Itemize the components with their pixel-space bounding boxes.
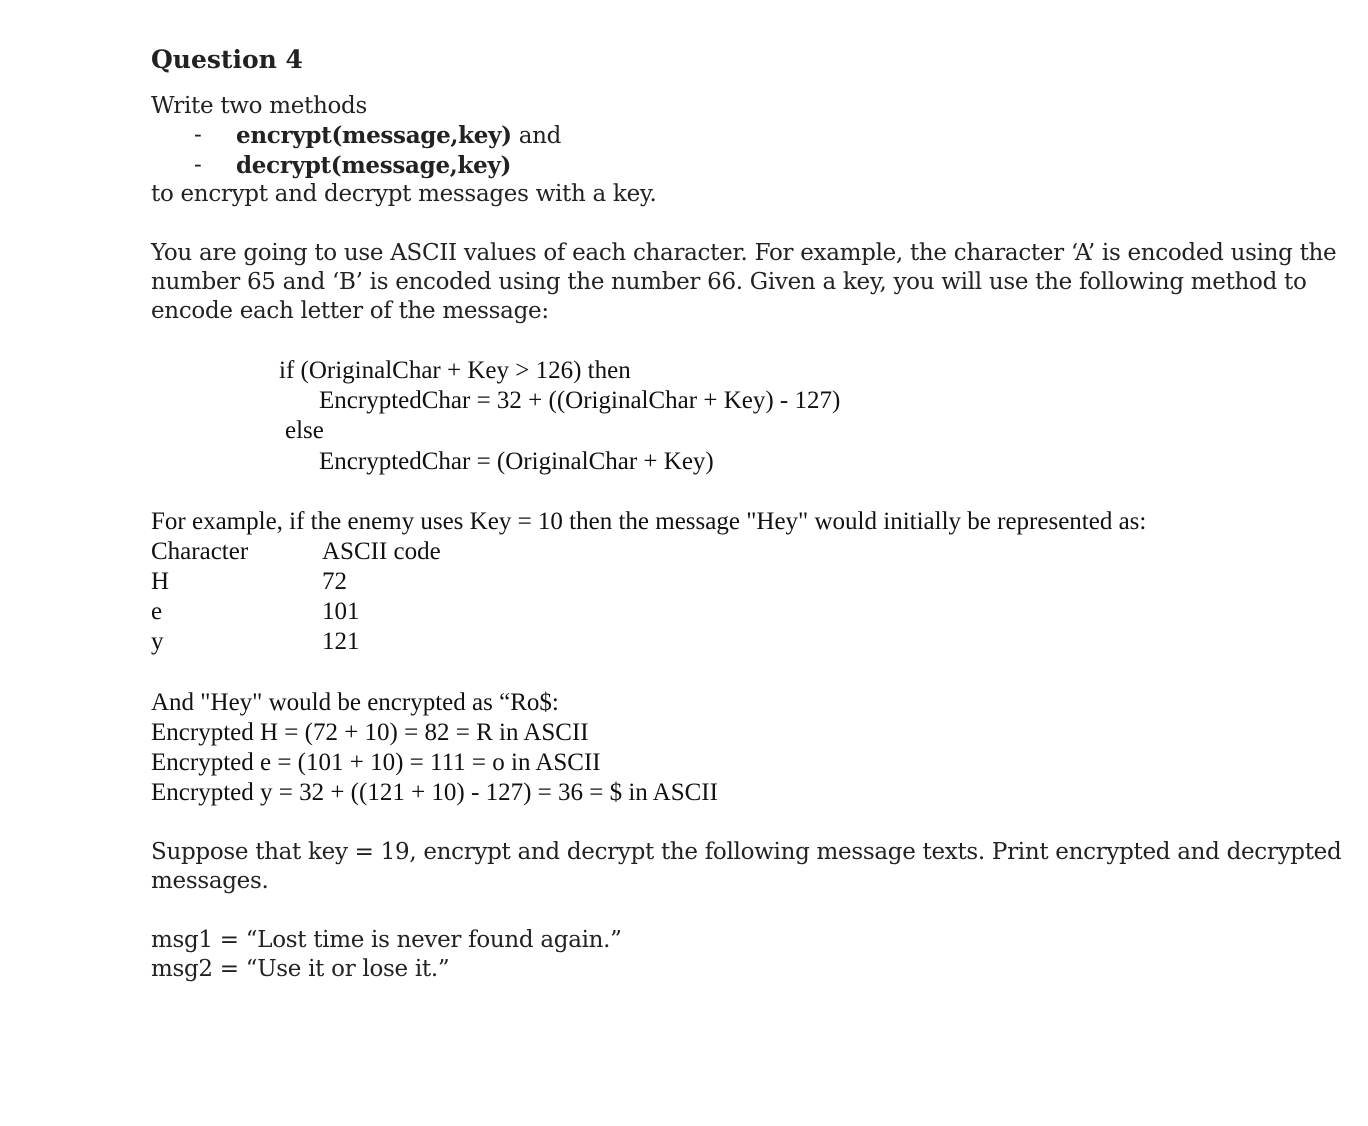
table-cell-code: 101	[322, 598, 360, 625]
method-bullet-1	[194, 122, 201, 148]
table-header-character: Character	[151, 538, 249, 565]
encryption-intro: And "Hey" would be encrypted as “Ro$:	[151, 689, 559, 716]
table-cell-code: 72	[322, 568, 347, 595]
bullet-dash: -	[194, 152, 202, 178]
method-bullet-2	[194, 152, 201, 178]
purpose-text: to encrypt and decrypt messages with a key.	[151, 181, 657, 207]
method-name-decrypt: decrypt(message,key)	[236, 152, 512, 179]
intro-text: Write two methods	[151, 93, 367, 119]
method-encrypt	[236, 122, 561, 149]
algorithm-else: else	[285, 417, 324, 444]
algorithm-else-body: EncryptedChar = (OriginalChar + Key)	[319, 448, 714, 475]
table-cell-char: y	[151, 628, 164, 655]
message-1: msg1 = “Lost time is never found again.”	[151, 927, 622, 953]
explanation-line-3: encode each letter of the message:	[151, 298, 549, 324]
method-suffix: and	[511, 123, 562, 149]
encryption-line-y: Encrypted y = 32 + ((121 + 10) - 127) = 36 = $ in ASCII	[151, 779, 718, 806]
table-cell-code: 121	[322, 628, 360, 655]
table-cell-char: H	[151, 568, 170, 595]
algorithm-if: if (OriginalChar + Key > 126) then	[279, 357, 631, 384]
question-title: Question 4	[151, 45, 303, 74]
explanation-line-2: number 65 and ‘B’ is encoded using the number 66. Given a key, you will use the following method to	[151, 269, 1307, 295]
encryption-line-h: Encrypted H = (72 + 10) = 82 = R in ASCII	[151, 719, 589, 746]
message-2: msg2 = “Use it or lose it.”	[151, 956, 450, 982]
task-line-2: messages.	[151, 868, 269, 894]
table-cell-char: e	[151, 598, 163, 625]
bullet-dash: -	[194, 122, 202, 148]
algorithm-then-body: EncryptedChar = 32 + ((OriginalChar + Key) - 127)	[319, 387, 841, 414]
table-header-ascii: ASCII code	[322, 538, 441, 565]
task-line-1: Suppose that key = 19, encrypt and decrypt the following message texts. Print encrypted and decrypted	[151, 839, 1342, 865]
explanation-line-1: You are going to use ASCII values of each character. For example, the character ‘A’ is encoded using the	[151, 240, 1337, 266]
method-decrypt	[236, 152, 511, 179]
method-name-encrypt: encrypt(message,key)	[236, 122, 512, 149]
example-intro: For example, if the enemy uses Key = 10 then the message "Hey" would initially be represented as:	[151, 508, 1147, 535]
encryption-line-e: Encrypted e = (101 + 10) = 111 = o in ASCII	[151, 749, 601, 776]
